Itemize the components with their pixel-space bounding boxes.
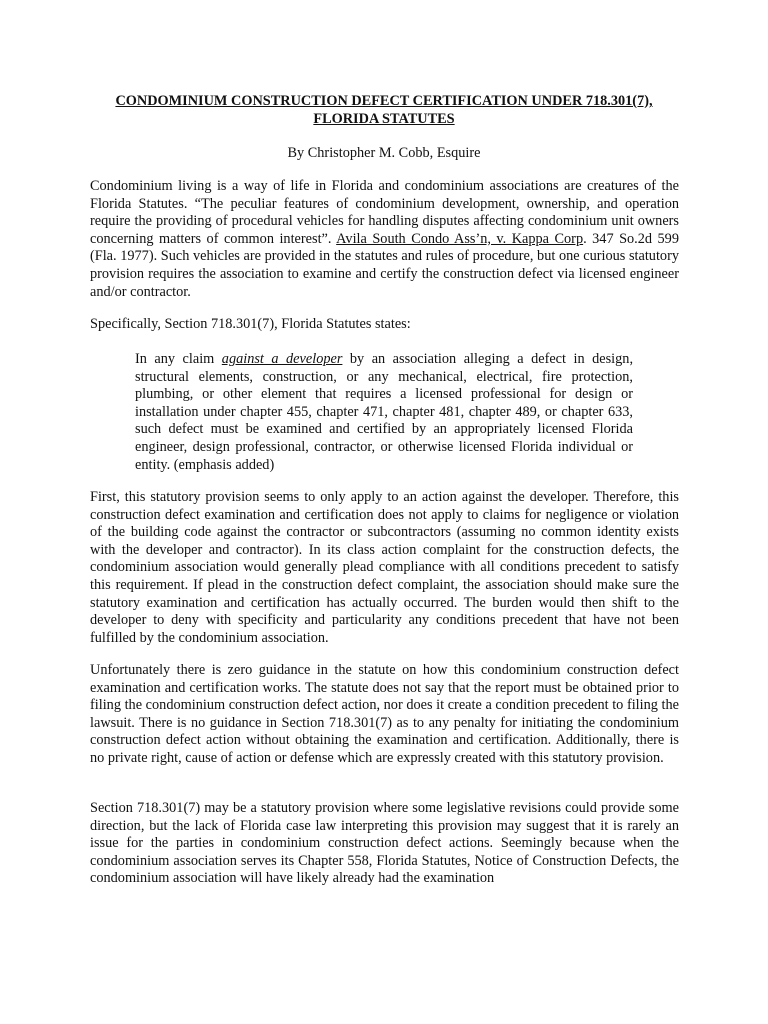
statute-quote bbox=[135, 351, 633, 474]
title-line-1: CONDOMINIUM CONSTRUCTION DEFECT CERTIFICATION UNDER 718.301(7), bbox=[115, 93, 653, 109]
title-line-2: FLORIDA STATUTES bbox=[313, 111, 455, 127]
document-title bbox=[90, 92, 678, 128]
case-citation: Avila South Condo Ass’n, v. Kappa Corp bbox=[336, 230, 584, 247]
paragraph-legislative-revision: Section 718.301(7) may be a statutory provision where some legislative revisions could provide some direction, but the lack of Florida case law interpreting this provision may suggest that it is rarely an issue for the parties in condominium construction defect actions. Seemingly because when the condominium association serves its Chapter 558, Florida Statutes, Notice of Construction Defects, the condominium association will have likely already had the examination bbox=[90, 800, 679, 887]
paragraph-intro-text-a: Condominium living is a way of life in Florida and condominium associations are creatures of the Florida Statutes. “The peculiar features of condominium development, ownership, and operation require the providing of procedural vehicles for handling disputes affecting condominium unit owners concerning matters of common interest”. bbox=[90, 178, 679, 247]
statute-quote-text-a: In any claim bbox=[135, 351, 222, 367]
paragraph-intro bbox=[90, 178, 679, 301]
author-byline: By Christopher M. Cobb, Esquire bbox=[287, 145, 481, 161]
statute-quote-text-b: by an association alleging a defect in design, structural elements, construction, or any mechanical, electrical, fire protection, plumbing, or other element that requires a licensed professional for design or installation under chapter 455, chapter 471, chapter 481, chapter 489, or chapter 633, such defect must be examined and certified by an appropriately licensed Florida engineer, design professional, contractor, or otherwise licensed Florida individual or entity. (emphasis added) bbox=[135, 351, 634, 473]
paragraph-no-guidance: Unfortunately there is zero guidance in the statute on how this condominium construction defect examination and certification works. The statute does not say that the report must be obtained prior to filing the condominium construction defect action, nor does it create a condition precedent to filing the lawsuit. There is no guidance in Section 718.301(7) as to any penalty for initiating the condominium construction defect action without obtaining the examination and certification. Additionally, there is no private right, cause of action or defense which are expressly created with this statutory provision. bbox=[90, 662, 679, 766]
paragraph-intro-text-b: . 347 So.2d 599 (Fla. 1977). Such vehicles are provided in the statutes and rules of procedure, but one curious statutory provision requires the association to examine and certify the construction defect via licensed engineer and/or contractor. bbox=[90, 230, 679, 300]
emphasized-phrase: against a developer bbox=[221, 351, 343, 367]
paragraph-developer-scope: First, this statutory provision seems to only apply to an action against the developer. Therefore, this construction defect examination and certification does not apply to claims for negligence or violation of the building code against the contractor or subcontractors (assuming no common identity exists with the developer and contractor). In its class action complaint for the construction defects, the condominium association would generally plead compliance with all conditions precedent to satisfy this requirement. If plead in the construction defect complaint, the association should make sure the statutory examination and certification has actually occurred. The burden would then shift to the developer to deny with specificity and particularity any conditions precedent that have not been fulfilled by the condominium association. bbox=[90, 489, 679, 646]
paragraph-statute-intro: Specifically, Section 718.301(7), Florida Statutes states: bbox=[90, 316, 411, 332]
